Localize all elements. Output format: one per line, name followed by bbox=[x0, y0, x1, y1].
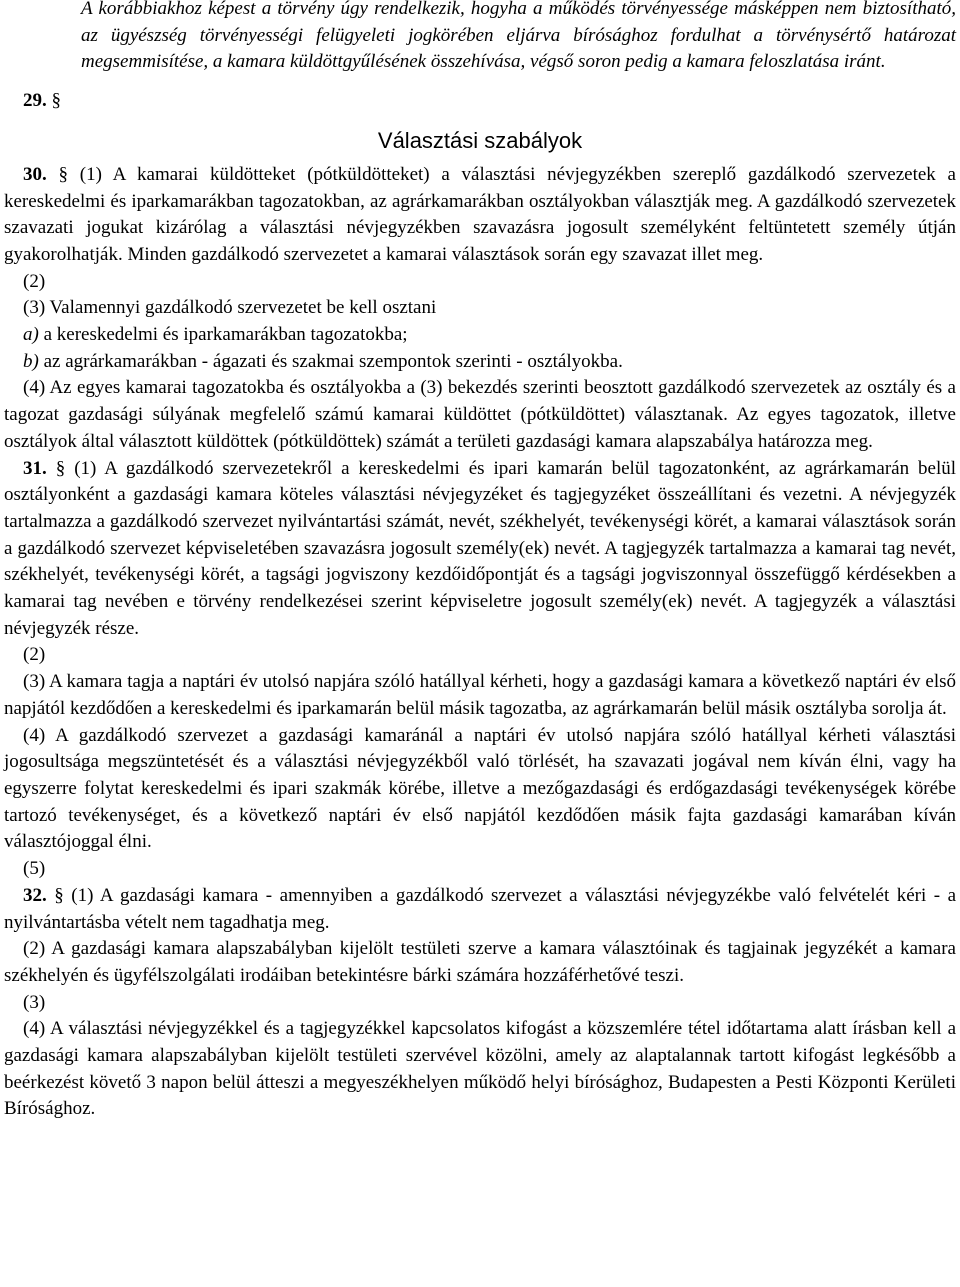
section-30-point-a bbox=[4, 322, 956, 349]
section-30-point-b bbox=[4, 349, 956, 376]
section-29-number: 29. bbox=[23, 90, 47, 112]
section-30-paragraph-3: (3) Valamennyi gazdálkodó szervezetet be kell osztani bbox=[23, 297, 437, 319]
section-30-paragraph-2: (2) bbox=[23, 270, 46, 292]
section-31-paragraph-3: (3) A kamara tagja a naptári év utolsó napjára szóló hatállyal kérheti, hogy a gazdasági kamara a következő naptári év első napjától kezdődően a kereskedelmi és iparkamarán belül másik tagozatba, az agrárkamarán belül másik osztályba sorolja át. bbox=[4, 671, 956, 719]
section-32-sign: § bbox=[54, 884, 64, 906]
section-32-p1-text: (1) A gazdasági kamara - amennyiben a gazdálkodó szervezet a választási névjegyzékbe való felvételét kéri - a nyilvántartásba vételt nem tagadhatja meg. bbox=[4, 884, 957, 933]
section-32-paragraph-3: (3) bbox=[23, 991, 46, 1013]
section-30-paragraph-4: (4) Az egyes kamarai tagozatokba és osztályokba a (3) bekezdés szerinti beosztott gazdálkodó szervezetek az osztály és a tagozat gazdasági súlyának megfelelő számú kamarai küldöttet (pótküldöttet) választanak. Az egyes tagozatok, illetve osztályok által választott küldöttek (pótküldöttek) számát a területi gazdasági kamara alapszabálya határozza meg. bbox=[4, 377, 956, 452]
section-32-number: 32. bbox=[23, 884, 47, 906]
section-29-marker bbox=[4, 88, 956, 115]
section-31-paragraph-2: (2) bbox=[23, 644, 46, 666]
intro-paragraph: A korábbiakhoz képest a törvény úgy rendelkezik, hogyha a működés törvényessége másképpen nem biztosítható, az ügyészség törvényességi felügyeleti jogkörében eljárva bírósághoz fordulhat a törvénysértő határozat megsemmisítése, a kamara küldöttgyűlésének összehívása, végső soron pedig a kamara feloszlatása iránt. bbox=[81, 0, 956, 73]
section-30-p1-text: (1) A kamarai küldötteket (pótküldötteket) a választási névjegyzékben szereplő gazdálkodó szervezetek a kereskedelmi és iparkamarákban tagozatokban, az agrárkamarákban osztályokban választják meg. A gazdálkodó szervezetek szavazati jogukat kizárólag a választási névjegyzékben szavazásra jogosult személyként feltüntetett személy útján gyakorolhatják. Minden gazdálkodó szervezetet a kamarai választások során egy szavazat illet meg. bbox=[4, 163, 956, 265]
section-31-number: 31. bbox=[23, 457, 47, 479]
point-a-text: a kereskedelmi és iparkamarákban tagozatokba; bbox=[38, 324, 408, 346]
section-30-paragraph-1 bbox=[4, 162, 956, 269]
point-b-letter: b) bbox=[23, 350, 39, 372]
section-31-sign: § bbox=[55, 457, 66, 479]
section-30-sign: § bbox=[58, 163, 68, 185]
section-heading: Választási szabályok bbox=[377, 127, 583, 153]
section-32-paragraph-1 bbox=[4, 883, 956, 936]
section-31-paragraph-5: (5) bbox=[23, 858, 46, 880]
section-30-number: 30. bbox=[23, 163, 47, 185]
section-31-paragraph-1 bbox=[4, 456, 956, 643]
section-31-p1-text: (1) A gazdálkodó szervezetekről a kereskedelmi és ipari kamarán belül tagozatonként, az agrárkamarán belül osztályonként a gazdasági kamara köteles választási névjegyzéket és tagjegyzéket összeállítani és vezetni. A névjegyzék tartalmazza a gazdálkodó szervezet nyilvántartási számát, nevét, székhelyét, tevékenységi körét, a kamarai választások során a gazdálkodó szervezet képviseletében szavazásra jogosult személy(ek) nevét. A tagjegyzék tartalmazza a kamarai tag nevét, székhelyét, tevékenységi körét, a tagsági jogviszony kezdőidőpontját és a tagsági jogviszonnyal összefüggő kérdésekben a kamarai tag nevében e törvény rendelkezései szerint képviseletre jogosult személy(ek) nevét. A tagjegyzék a választási névjegyzék része. bbox=[4, 457, 957, 639]
section-32-paragraph-2: (2) A gazdasági kamara alapszabályban kijelölt testületi szerve a kamara választóinak és tagjainak jegyzékét a kamara székhelyén és ügyfélszolgálati irodáiban betekintésre bárki számára hozzáférhetővé teszi. bbox=[4, 938, 956, 986]
point-b-text: az agrárkamarákban - ágazati és szakmai szempontok szerinti - osztályokba. bbox=[38, 350, 623, 372]
section-32-paragraph-4: (4) A választási névjegyzékkel és a tagjegyzékkel kapcsolatos kifogást a közszemlére tétel időtartama alatt írásban kell a gazdasági kamara alapszabályban kijelölt testületi szervével közölni, amely az alaptalannak tartott kifogást legkésőbb a beérkezést követő 3 napon belül átteszi a megyeszékhelyen működő helyi bírósághoz, Budapesten a Pesti Központi Kerületi Bírósághoz. bbox=[4, 1018, 956, 1120]
section-29-sign: § bbox=[51, 90, 61, 112]
point-a-letter: a) bbox=[23, 324, 39, 346]
section-31-paragraph-4: (4) A gazdálkodó szervezet a gazdasági kamaránál a naptári év utolsó napjára szóló hatállyal kérheti választási jogosultsága megszüntetését és a választási névjegyzékből való törlését, ha szavazati jogával nem kíván élni, vagy ha egyszerre folytat kereskedelmi és ipari szakmák körébe, illetve a mezőgazdasági és erdőgazdasági tevékenységek körébe tartozó tevékenységet, és a következő naptári év első napjától kezdődően másik fajta gazdasági kamarában kíván választójoggal élni. bbox=[4, 724, 956, 853]
